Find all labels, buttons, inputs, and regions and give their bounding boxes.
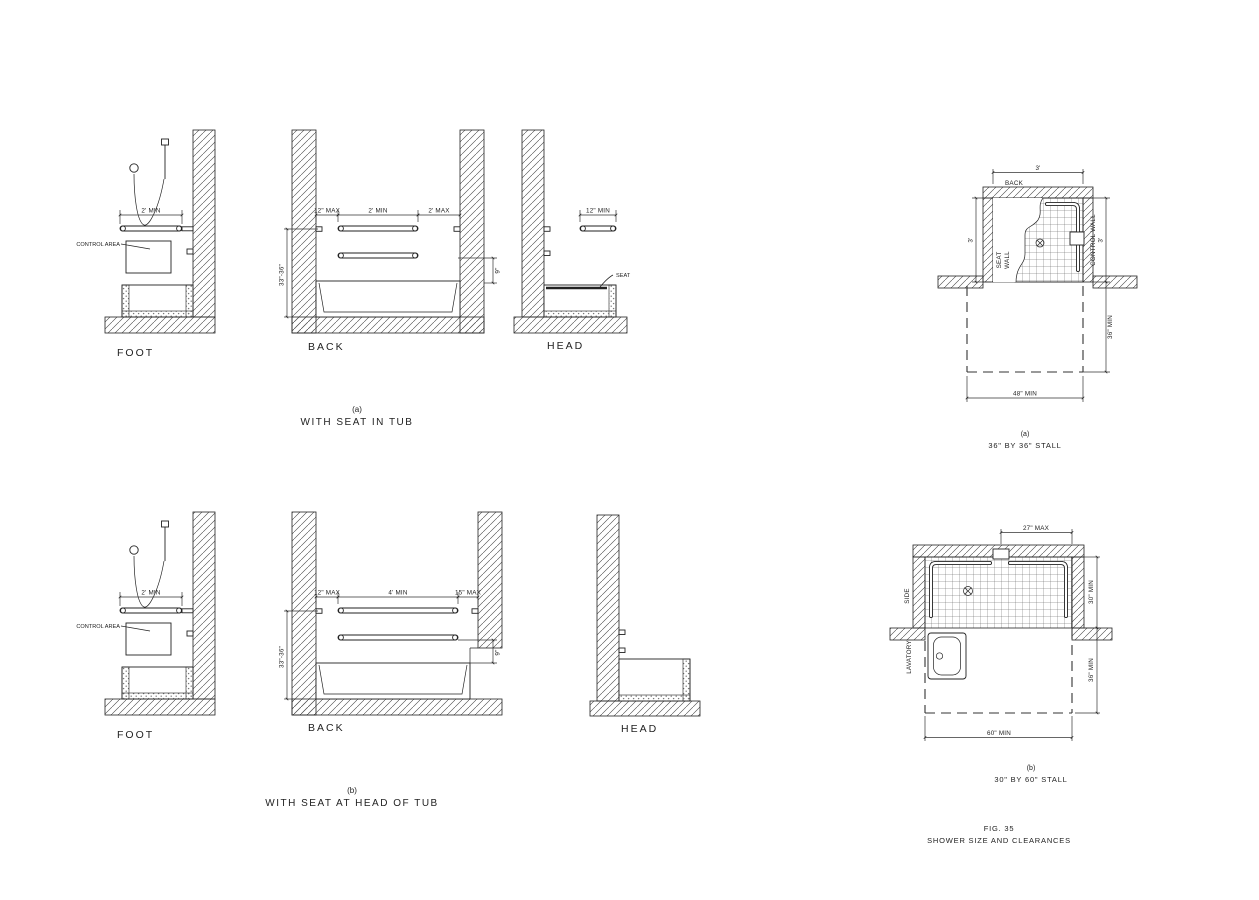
view-label: FOOT: [117, 729, 155, 741]
side-wall-hatch: [1072, 557, 1084, 628]
dim-label: 3': [1097, 237, 1105, 243]
back-wall-label: BACK: [1005, 180, 1023, 187]
seat-label: SEAT: [616, 273, 631, 279]
wall-bracket: [187, 631, 193, 636]
view-label: HEAD: [621, 723, 659, 735]
view-label: BACK: [308, 722, 345, 734]
dim-label: 2' MIN: [141, 589, 161, 597]
caption-letter: (a): [352, 405, 362, 414]
wall-bracket: [454, 227, 460, 232]
caption-text: WITH SEAT IN TUB: [300, 417, 414, 428]
caption-text: WITH SEAT AT HEAD OF TUB: [265, 798, 439, 809]
dim-label: 2' MIN: [141, 207, 161, 215]
grab-bar: [120, 226, 193, 231]
dim-label: 12" MAX: [313, 589, 341, 597]
bathtub-section: [122, 285, 193, 317]
wall-hatch: [460, 130, 484, 333]
floor-hatch: [590, 701, 700, 716]
floor-hatch: [292, 317, 484, 333]
back-wall-hatch: [983, 187, 1093, 198]
side-wall-hatch: [913, 557, 925, 628]
dim-label: 15" MAX: [454, 589, 482, 597]
dim-label: 2' MIN: [368, 207, 388, 215]
lavatory-icon: [928, 633, 966, 679]
view-label: FOOT: [117, 347, 155, 359]
side-wall-hatch: [1093, 276, 1137, 288]
view-label: BACK: [308, 341, 345, 353]
bathtub-section: [544, 285, 616, 317]
figure-number: FIG. 35: [983, 824, 1015, 833]
figure-title: SHOWER SIZE AND CLEARANCES: [927, 836, 1071, 845]
bathtub-section: [122, 667, 193, 699]
caption-letter: (a): [1020, 431, 1030, 438]
bathtub-section: [316, 281, 460, 317]
front-wall-hatch: [1072, 628, 1112, 640]
dim-label: 3': [967, 237, 975, 243]
seat-wall-hatch: [983, 198, 993, 282]
dim-label: 60" MIN: [987, 730, 1011, 737]
dim-label: 9": [494, 267, 502, 274]
caption-text: 30" BY 60" STALL: [994, 775, 1068, 784]
grab-bar: [120, 608, 193, 613]
grab-bar: [338, 226, 418, 231]
lavatory-label: LAVATORY: [906, 640, 913, 674]
control-area-label: CONTROL AREA: [76, 242, 120, 248]
dim-label: 36" MIN: [1088, 658, 1095, 682]
dim-label: 9": [494, 649, 502, 656]
caption-letter: (b): [1026, 765, 1036, 772]
side-wall-hatch: [938, 276, 983, 288]
dim-label: 4' MIN: [388, 589, 408, 597]
front-wall-hatch: [890, 628, 925, 640]
wall-hatch: [193, 512, 215, 699]
dim-label: 48" MIN: [1013, 390, 1037, 398]
wall-bracket: [619, 630, 625, 635]
dim-label: 30" MIN: [1088, 580, 1095, 604]
dim-label: 2' MAX: [428, 207, 450, 215]
dim-label: 36" MIN: [1107, 315, 1114, 339]
wall-hatch: [193, 130, 215, 317]
wall-hatch: [292, 130, 316, 333]
caption-text: 36" BY 36" STALL: [988, 441, 1062, 450]
seat-wall-label: WALL: [1004, 251, 1011, 269]
wall-bracket: [187, 249, 193, 254]
floor-hatch: [105, 317, 215, 333]
seat-wall-label: SEAT: [996, 251, 1003, 269]
floor-hatch: [105, 699, 215, 715]
control-area-label: CONTROL AREA: [76, 624, 120, 630]
wall-hatch: [292, 512, 316, 715]
floor-hatch: [292, 699, 502, 715]
dim-label: 12" MAX: [313, 207, 341, 215]
wall-hatch: [478, 512, 502, 648]
dim-label: 33"-36": [278, 264, 286, 286]
wall-hatch: [597, 515, 619, 701]
view-label: HEAD: [547, 340, 585, 352]
grab-bar: [338, 253, 418, 258]
grab-bar: [338, 608, 458, 613]
bathtub-section: [619, 659, 690, 701]
dim-label: 12" MIN: [586, 207, 610, 215]
tile-floor: [925, 557, 1072, 628]
floor-hatch: [514, 317, 627, 333]
control-unit: [1070, 232, 1084, 245]
wall-bracket: [619, 648, 625, 653]
wall-bracket: [544, 227, 550, 232]
control-wall-label: CONTROL WALL: [1090, 214, 1097, 266]
wall-hatch: [522, 130, 544, 317]
side-wall-label: SIDE: [904, 588, 911, 604]
wall-bracket: [544, 251, 550, 256]
caption-letter: (b): [347, 786, 357, 795]
control-unit: [993, 549, 1009, 559]
wall-bracket: [472, 609, 478, 614]
grab-bar: [580, 226, 616, 231]
grab-bar: [338, 635, 458, 640]
dim-label: 27" MAX: [1022, 525, 1050, 532]
dim-label: 33"-36": [278, 646, 286, 668]
dim-label: 3': [1035, 165, 1041, 172]
